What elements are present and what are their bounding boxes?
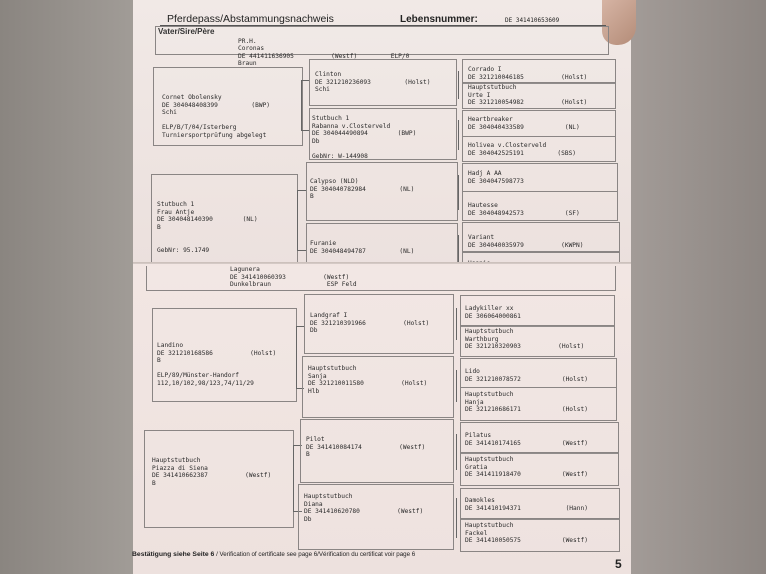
top-g3-text-5 [468, 170, 524, 185]
bracket-line [296, 326, 297, 388]
top-g3-text-6 [468, 202, 580, 217]
pedigree-line: Landgraf I [310, 312, 348, 319]
bottom-g3-text-7 [465, 497, 588, 512]
pedigree-line: B [306, 451, 310, 459]
pedigree-line: Frau Antje [157, 208, 195, 216]
pedigree-line: DE 341410174165 (Westf) [465, 439, 588, 447]
footer-bold: Bestätigung siehe Seite 6 [132, 551, 215, 558]
subject-line: DE 441411636905 (Westf) ELP/0 [238, 52, 410, 60]
top-g3-text-7 [468, 234, 583, 249]
bottom-subject-text [230, 266, 357, 289]
pedigree-line: DE 321210046185 (Holst) [468, 73, 588, 81]
pedigree-line: DE 304048408399 (BWP) [162, 101, 271, 109]
pedigree-line: DE 321210686171 (Holst) [465, 406, 588, 414]
pedigree-line: Hauptstutbuch [465, 328, 514, 335]
top-dam-text [157, 201, 258, 254]
top-g2-text-3 [310, 178, 414, 201]
pedigree-line: Damokles [465, 497, 495, 504]
pedigree-line: DE 306064000861 [465, 312, 521, 320]
pedigree-line: Clinton [315, 71, 342, 78]
pedigree-line: Turniersportprüfung abgelegt [162, 131, 267, 139]
top-g3-text-1 [468, 66, 587, 81]
pedigree-line: Diana [304, 500, 323, 508]
pedigree-line: GebNr: 95.1749 [157, 246, 210, 254]
lebensnummer-label: Lebensnummer: [400, 14, 478, 25]
bracket-line [456, 370, 457, 402]
pedigree-line: DE 304048494787 (NL) [310, 247, 415, 255]
pedigree-line: DE 341410620780 (Westf) [304, 508, 424, 516]
pedigree-line: Hauptstutbuch [465, 456, 514, 463]
lebensnummer-value: DE 341410653609 [505, 17, 560, 24]
pedigree-line: DE 304047598773 [468, 177, 524, 185]
pedigree-line: DE 321210236093 (Holst) [315, 78, 431, 86]
pedigree-line: DE 304040782984 (NL) [310, 185, 415, 193]
pedigree-line: DE 304042525191 (SBS) [468, 149, 577, 157]
pedigree-line: DE 341410050575 (Westf) [465, 537, 588, 545]
pedigree-line: DE 304040035979 (KWPN) [468, 241, 584, 249]
footer-rest: / Verification of certificate see page 6/Vérification du certificat voir page 6 [214, 551, 416, 558]
bottom-g2-text-4 [304, 493, 423, 523]
bottom-g3-text-6 [465, 456, 588, 479]
bracket-line [293, 445, 294, 511]
pedigree-line: DE 341410084174 (Westf) [306, 443, 426, 451]
bracket-line [458, 71, 459, 99]
pedigree-line: Gratia [465, 463, 488, 471]
bottom-parent-text [157, 342, 276, 388]
pedigree-line: Ladykiller xx [465, 305, 514, 312]
top-g3-text-3 [468, 116, 580, 131]
subject-line: DE 341410060393 (Westf) [230, 273, 350, 281]
bottom-subject-box [146, 266, 616, 291]
top-g3-text-2 [468, 84, 587, 107]
pedigree-line: Rabanna v.Closterveld [312, 122, 391, 130]
bracket-line [301, 80, 302, 130]
pedigree-line: DE 321210078572 (Holst) [465, 375, 588, 383]
pedigree-line: Stutbuch 1 [312, 115, 350, 122]
pedigree-line: Landino [157, 342, 184, 349]
pedigree-line: DE 341410194371 (Hann) [465, 504, 588, 512]
pedigree-line: DE 304048942573 (SF) [468, 209, 580, 217]
bracket-line [297, 190, 298, 250]
bottom-g2-text-1 [310, 312, 429, 335]
pedigree-line: Stutbuch 1 [157, 201, 195, 208]
subject-line: PR.H. [238, 37, 257, 45]
top-g2-text-2 [312, 115, 416, 161]
pedigree-line: Hautesse [468, 202, 498, 209]
pedigree-line: Sanja [308, 372, 327, 380]
pedigree-line: Hauptstutbuch [465, 391, 514, 398]
subject-line: Lagunera [230, 266, 260, 273]
document-title: Pferdepass/Abstammungsnachweis [167, 13, 334, 25]
bracket-line [296, 326, 304, 327]
pedigree-line: Calypso (NLD) [310, 178, 359, 185]
pedigree-line: Hauptstutbuch [465, 522, 514, 529]
background-right [626, 0, 766, 574]
pedigree-line: Cornet Obolensky [162, 94, 222, 101]
top-g2-text-4 [310, 240, 414, 255]
pedigree-line: DE 341411918470 (Westf) [465, 471, 588, 479]
bracket-line [301, 130, 309, 131]
pedigree-line: Furanie [310, 240, 337, 247]
bottom-g3-text-5 [465, 432, 588, 447]
pedigree-line: Db [312, 137, 320, 145]
bottom-g3-text-8 [465, 522, 588, 545]
bottom-g3-text-3 [465, 368, 588, 383]
pedigree-line: GebNr: W-144908 [312, 152, 368, 160]
pedigree-line: Schi [315, 86, 330, 94]
page-number: 5 [615, 557, 622, 571]
subject-line: Braun [238, 60, 257, 68]
top-g3-text-4 [468, 142, 576, 157]
pedigree-line: B [310, 193, 314, 201]
top-parent-text [162, 94, 270, 140]
pedigree-line: ELP/B/T/04/Isterberg [162, 124, 237, 132]
pedigree-line: Hauptstutbuch [304, 493, 353, 500]
pedigree-line: ELP/89/Münster-Handorf [157, 372, 239, 380]
pedigree-line: DE 304040433589 (NL) [468, 123, 580, 131]
pedigree-line: Corrado I [468, 66, 502, 73]
bracket-line [301, 80, 309, 81]
pedigree-line: Pilot [306, 436, 325, 443]
pedigree-line: Heartbreaker [468, 116, 513, 123]
pedigree-line: Schi [162, 109, 177, 117]
top-g2-text-1 [315, 71, 430, 94]
pedigree-line: DE 321210391966 (Holst) [310, 319, 430, 327]
pedigree-line: DE 304048140390 (NL) [157, 216, 258, 224]
bottom-g3-text-2 [465, 328, 584, 351]
bottom-g3-text-4 [465, 391, 588, 414]
pedigree-line: Hadj A AA [468, 170, 502, 177]
pedigree-line: DE 321210320903 (Holst) [465, 343, 585, 351]
bottom-g2-text-2 [308, 365, 427, 395]
bracket-line [458, 235, 459, 263]
bracket-line [458, 120, 459, 150]
bottom-g2-text-3 [306, 436, 425, 459]
pedigree-line: DE 321210011580 (Holst) [308, 380, 428, 388]
bracket-line [456, 308, 457, 340]
pedigree-line: DE 304044490894 (BWP) [312, 130, 417, 138]
background-left [0, 0, 140, 574]
pedigree-line: Fackel [465, 529, 488, 537]
pedigree-line: Hauptstutbuch [468, 84, 517, 91]
bottom-dam-text [152, 457, 271, 487]
pedigree-line: Warthburg [465, 335, 499, 343]
pedigree-line: Pilatus [465, 432, 492, 439]
bracket-line [458, 175, 459, 210]
bracket-line [456, 498, 457, 538]
pedigree-line: DE 321210054982 (Holst) [468, 99, 588, 107]
pedigree-line: Lido [465, 368, 480, 375]
pedigree-line: Hlb [308, 387, 320, 395]
pedigree-line: B [157, 357, 161, 365]
pedigree-line: B [152, 479, 156, 487]
subject-line: Coronas [238, 45, 265, 53]
pedigree-line: Holivea v.Closterveld [468, 142, 547, 149]
pedigree-line: Urte I [468, 91, 491, 99]
pedigree-line: Hanja [465, 398, 484, 406]
pedigree-line: DE 321210168586 (Holst) [157, 349, 277, 357]
pedigree-line: DE 341410662387 (Westf) [152, 472, 272, 480]
sire-tab-label: Vater/Sire/Père [158, 27, 215, 36]
footer-note [132, 551, 415, 558]
pedigree-line: 112,10/102,98/123,74/11/29 [157, 379, 254, 387]
pedigree-line: Db [304, 515, 312, 523]
bracket-line [456, 434, 457, 470]
pedigree-line: B [157, 223, 161, 231]
pedigree-line: Hauptstutbuch [308, 365, 357, 372]
bottom-g3-text-1 [465, 305, 521, 320]
pedigree-line: Variant [468, 234, 495, 241]
pedigree-line: Hauptstutbuch [152, 457, 201, 464]
pedigree-line: Piazza di Siena [152, 464, 208, 472]
pedigree-line: Db [310, 327, 318, 335]
subject-line: Dunkelbraun ESP Feld [230, 281, 357, 289]
